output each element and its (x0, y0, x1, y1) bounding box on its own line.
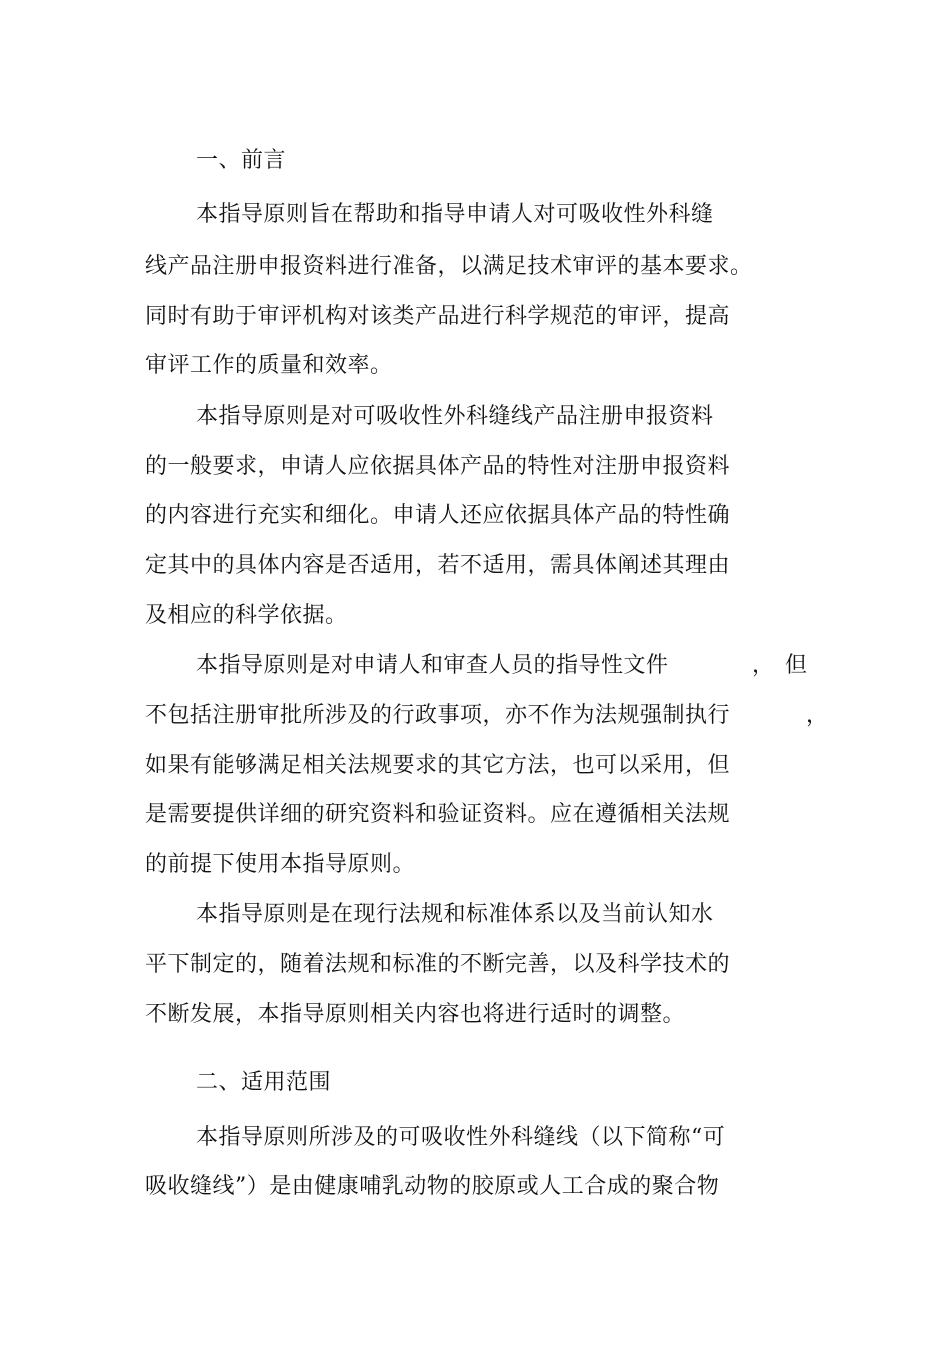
paragraph-line: 本指导原则所涉及的可吸收性外科缝线（以下简称“可 (196, 1125, 726, 1150)
paragraph-line: 平下制定的，随着法规和标准的不断完善，以及科学技术的 (145, 952, 731, 977)
paragraph-line: 本指导原则是在现行法规和标准体系以及当前认知水 (196, 902, 714, 927)
paragraph-line: 本指导原则旨在帮助和指导申请人对可吸收性外科缝 (196, 202, 714, 227)
paragraph-line: 及相应的科学依据。 (145, 603, 348, 628)
paragraph-line-tail: 但 (785, 653, 808, 678)
paragraph-punctuation: ， (806, 703, 829, 728)
paragraph-line: 不断发展，本指导原则相关内容也将进行适时的调整。 (145, 1002, 686, 1027)
paragraph-line: 的一般要求，申请人应依据具体产品的特性对注册申报资料 (145, 454, 731, 479)
section-heading-preface: 一、前言 (196, 148, 287, 173)
paragraph-line: 不包括注册审批所涉及的行政事项，亦不作为法规强制执行 (145, 703, 731, 728)
paragraph-line: 的前提下使用本指导原则。 (145, 852, 416, 877)
paragraph-line: 线产品注册申报资料进行准备，以满足技术审评的基本要求。 (145, 254, 753, 279)
paragraph-line: 同时有助于审评机构对该类产品进行科学规范的审评，提高 (145, 304, 731, 329)
paragraph-punctuation: ， (752, 653, 775, 678)
paragraph-line: 是需要提供详细的研究资料和验证资料。应在遵循相关法规 (145, 802, 731, 827)
paragraph-line: 本指导原则是对申请人和审查人员的指导性文件 (196, 653, 669, 678)
paragraph-line: 审评工作的质量和效率。 (145, 353, 393, 378)
paragraph-line: 如果有能够满足相关法规要求的其它方法，也可以采用，但 (145, 753, 731, 778)
paragraph-line: 本指导原则是对可吸收性外科缝线产品注册申报资料 (196, 404, 714, 429)
section-heading-scope: 二、适用范围 (196, 1070, 332, 1095)
paragraph-line: 定其中的具体内容是否适用，若不适用，需具体阐述其理由 (145, 553, 731, 578)
paragraph-line: 吸收缝线”）是由健康哺乳动物的胶原或人工合成的聚合物 (145, 1174, 720, 1199)
paragraph-line: 的内容进行充实和细化。申请人还应依据具体产品的特性确 (145, 503, 731, 528)
